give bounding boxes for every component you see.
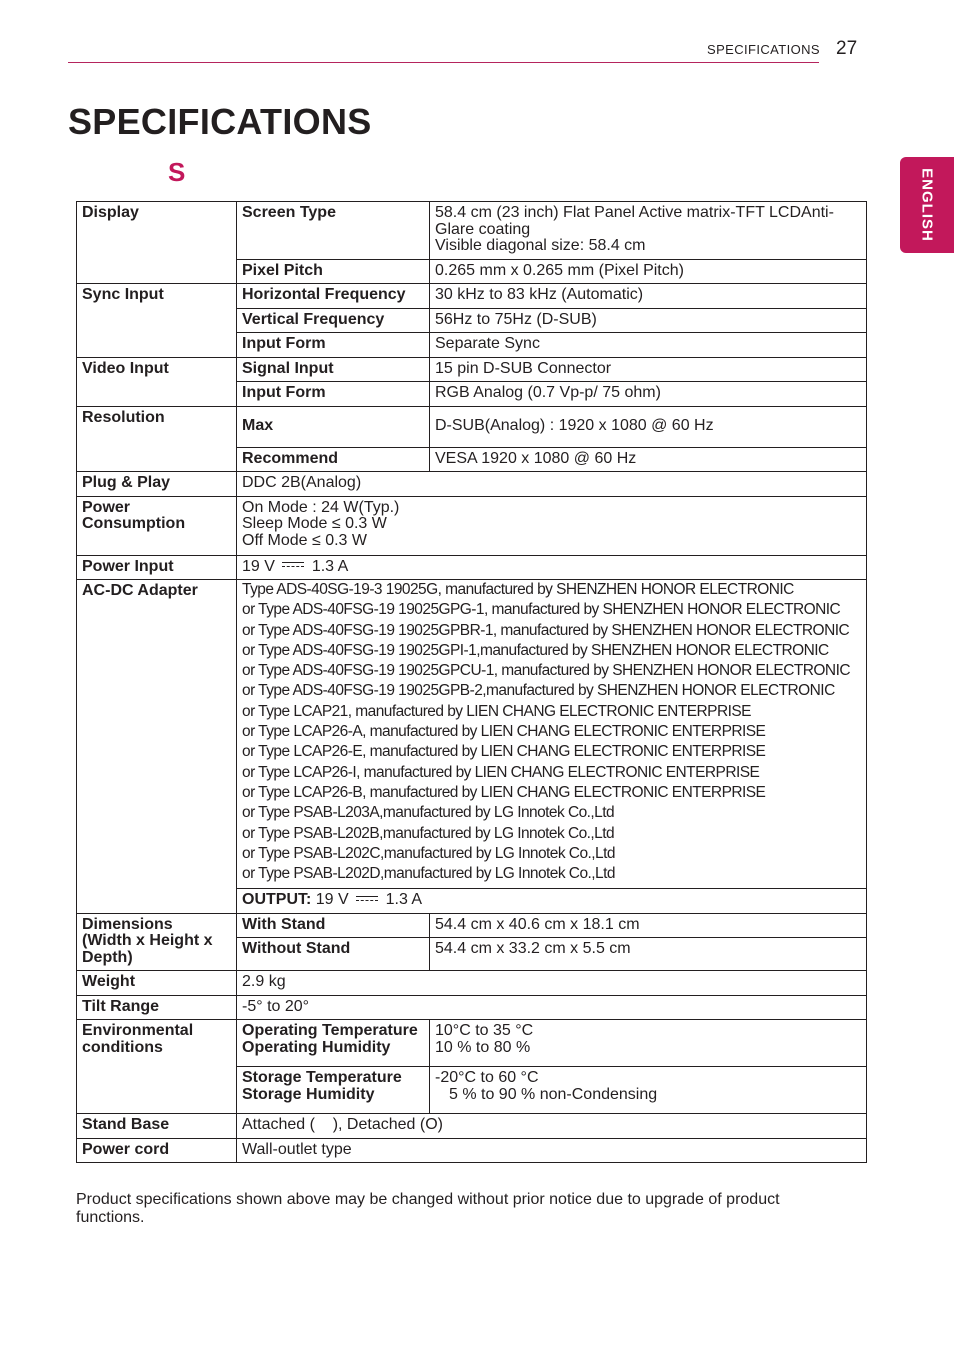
value-cell bbox=[237, 889, 867, 914]
sub-label: Max bbox=[237, 406, 430, 447]
value-cell: RGB Analog (0.7 Vp-p/ 75 ohm) bbox=[430, 382, 867, 407]
adapter-type: or Type ADS-40FSG-19 19025GPG-1, manufactured by SHENZHEN HONOR ELECTRONIC bbox=[242, 601, 841, 619]
row-label: AC-DC Adapter bbox=[77, 580, 237, 914]
sub-label: With Stand bbox=[237, 913, 430, 938]
value-line: 10 % to 80 % bbox=[435, 1038, 531, 1056]
row-label: Video Input bbox=[77, 357, 237, 406]
table-row bbox=[77, 1020, 867, 1067]
value-cell: 54.4 cm x 40.6 cm x 18.1 cm bbox=[430, 913, 867, 938]
row-label bbox=[77, 496, 237, 555]
table-row bbox=[77, 496, 867, 555]
voltage-value: 19 V bbox=[242, 557, 275, 575]
table-row bbox=[77, 1138, 867, 1163]
sub-label-line: Storage Temperature bbox=[242, 1069, 402, 1087]
value-cell bbox=[430, 202, 867, 260]
row-label bbox=[77, 913, 237, 971]
sub-label: Signal Input bbox=[237, 357, 430, 382]
row-label-line: Depth) bbox=[82, 948, 133, 966]
table-row bbox=[77, 995, 867, 1020]
value-cell: 2.9 kg bbox=[237, 971, 867, 996]
value-cell: -5° to 20° bbox=[237, 995, 867, 1020]
output-voltage: 19 V bbox=[315, 891, 349, 909]
footnote: Product specifications shown above may be changed without prior notice due to upgrade of product functions. bbox=[76, 1191, 780, 1226]
value-cell: DDC 2B(Analog) bbox=[237, 472, 867, 497]
row-label-line: Environmental bbox=[82, 1022, 194, 1040]
row-label: Weight bbox=[77, 971, 237, 996]
row-label: Sync Input bbox=[77, 284, 237, 358]
adapter-type: or Type ADS-40FSG-19 19025GPBR-1, manufactured by SHENZHEN HONOR ELECTRONIC bbox=[242, 621, 850, 639]
page-title: SPECIFICATIONS bbox=[68, 101, 372, 142]
value-line: On Mode : 24 W(Typ.) bbox=[242, 498, 400, 516]
table-row bbox=[77, 1114, 867, 1139]
adapter-type: or Type LCAP26-E, manufactured by LIEN CHANG ELECTRONIC ENTERPRISE bbox=[242, 743, 766, 761]
adapter-type: or Type PSAB-L202D,manufactured by LG Innotek Co.,Ltd bbox=[242, 865, 615, 883]
value-cell: 54.4 cm x 33.2 cm x 5.5 cm bbox=[430, 938, 867, 971]
sub-label: Input Form bbox=[237, 333, 430, 358]
adapter-type: or Type LCAP21, manufactured by LIEN CHANG ELECTRONIC ENTERPRISE bbox=[242, 702, 751, 720]
value-cell: Separate Sync bbox=[430, 333, 867, 358]
value-cell bbox=[237, 555, 867, 580]
value-cell: D-SUB(Analog) : 1920 x 1080 @ 60 Hz bbox=[430, 406, 867, 447]
row-label-line: (Width x Height x bbox=[82, 932, 213, 950]
table-row bbox=[77, 357, 867, 382]
value-line: Visible diagonal size: 58.4 cm bbox=[435, 237, 646, 254]
adapter-type: or Type ADS-40FSG-19 19025GPCU-1, manufactured by SHENZHEN HONOR ELECTRONIC bbox=[242, 662, 850, 680]
value-cell: 30 kHz to 83 kHz (Automatic) bbox=[430, 284, 867, 309]
sub-label-line: Operating Temperature bbox=[242, 1022, 418, 1040]
row-label-line: Power bbox=[82, 498, 131, 516]
dc-symbol-icon bbox=[356, 895, 378, 903]
table-row bbox=[77, 580, 867, 889]
row-label: Power Input bbox=[77, 555, 237, 580]
value-cell: 56Hz to 75Hz (D-SUB) bbox=[430, 308, 867, 333]
adapter-type: or Type PSAB-L203A,manufactured by LG Innotek Co.,Ltd bbox=[242, 804, 615, 822]
value-cell bbox=[430, 1067, 867, 1114]
language-tab-label: ENGLISH bbox=[918, 168, 936, 242]
value-cell bbox=[237, 496, 867, 555]
value-line: -20°C to 60 °C bbox=[435, 1069, 539, 1087]
value-line: Glare coating bbox=[435, 220, 531, 238]
row-label bbox=[77, 1020, 237, 1114]
value-cell: VESA 1920 x 1080 @ 60 Hz bbox=[430, 447, 867, 472]
adapter-type: or Type PSAB-L202B,manufactured by LG Innotek Co.,Ltd bbox=[242, 824, 615, 842]
sub-label bbox=[237, 1067, 430, 1114]
sub-label-line: Operating Humidity bbox=[242, 1038, 391, 1056]
value-cell: 15 pin D-SUB Connector bbox=[430, 357, 867, 382]
row-label-line: Dimensions bbox=[82, 915, 173, 933]
dc-symbol-icon bbox=[282, 561, 304, 569]
value-line: 5 % to 90 % non-Condensing bbox=[449, 1085, 658, 1103]
sub-label-line: Storage Humidity bbox=[242, 1085, 375, 1103]
adapter-type: or Type LCAP26-A, manufactured by LIEN CHANG ELECTRONIC ENTERPRISE bbox=[242, 723, 766, 741]
value-cell: 0.265 mm x 0.265 mm (Pixel Pitch) bbox=[430, 259, 867, 284]
value-line: Sleep Mode ≤ 0.3 W bbox=[242, 515, 387, 532]
table-row bbox=[77, 406, 867, 447]
value-line: 58.4 cm (23 inch) Flat Panel Active matrix-TFT LCDAnti- bbox=[435, 204, 834, 221]
table-row bbox=[77, 284, 867, 309]
row-label: Stand Base bbox=[77, 1114, 237, 1139]
table-row bbox=[77, 202, 867, 260]
header-divider bbox=[68, 62, 819, 63]
adapter-type: or Type LCAP26-B, manufactured by LIEN CHANG ELECTRONIC ENTERPRISE bbox=[242, 783, 766, 801]
page-number: 27 bbox=[836, 38, 858, 59]
value-line: 10°C to 35 °C bbox=[435, 1022, 534, 1040]
adapter-type: or Type PSAB-L202C,manufactured by LG Innotek Co.,Ltd bbox=[242, 844, 615, 862]
sub-label bbox=[237, 1020, 430, 1067]
sub-label: Pixel Pitch bbox=[237, 259, 430, 284]
table-row bbox=[77, 971, 867, 996]
sub-label: Horizontal Frequency bbox=[237, 284, 430, 309]
row-label: Tilt Range bbox=[77, 995, 237, 1020]
adapter-types-cell bbox=[237, 580, 867, 889]
table-row bbox=[77, 472, 867, 497]
output-current: 1.3 A bbox=[385, 891, 423, 909]
sub-label: Screen Type bbox=[237, 202, 430, 260]
adapter-type: or Type LCAP26-I, manufactured by LIEN CHANG ELECTRONIC ENTERPRISE bbox=[242, 763, 760, 781]
row-label-line: conditions bbox=[82, 1038, 163, 1056]
sub-label: Recommend bbox=[237, 447, 430, 472]
row-label: Power cord bbox=[77, 1138, 237, 1163]
current-value: 1.3 A bbox=[311, 557, 349, 575]
section-letter: S bbox=[168, 157, 186, 187]
row-label: Display bbox=[77, 202, 237, 284]
sub-label: Vertical Frequency bbox=[237, 308, 430, 333]
row-label: Resolution bbox=[77, 406, 237, 472]
spec-table bbox=[76, 201, 867, 1163]
value-line: Off Mode ≤ 0.3 W bbox=[242, 531, 367, 549]
header-section-label: SPECIFICATIONS bbox=[707, 42, 820, 57]
output-label: OUTPUT: bbox=[242, 891, 312, 909]
row-label: Plug & Play bbox=[77, 472, 237, 497]
table-row bbox=[77, 913, 867, 938]
language-tab bbox=[900, 157, 954, 253]
table-row bbox=[77, 555, 867, 580]
adapter-type: Type ADS-40SG-19-3 19025G, manufactured by SHENZHEN HONOR ELECTRONIC bbox=[242, 581, 794, 598]
row-label-line: Consumption bbox=[82, 515, 186, 532]
value-cell: Wall-outlet type bbox=[237, 1138, 867, 1163]
value-cell: Attached ( ), Detached (O) bbox=[237, 1114, 867, 1139]
sub-label: Without Stand bbox=[237, 938, 430, 971]
adapter-type: or Type ADS-40FSG-19 19025GPI-1,manufactured by SHENZHEN HONOR ELECTRONIC bbox=[242, 641, 829, 659]
sub-label: Input Form bbox=[237, 382, 430, 407]
adapter-type: or Type ADS-40FSG-19 19025GPB-2,manufactured by SHENZHEN HONOR ELECTRONIC bbox=[242, 682, 835, 700]
value-cell bbox=[430, 1020, 867, 1067]
